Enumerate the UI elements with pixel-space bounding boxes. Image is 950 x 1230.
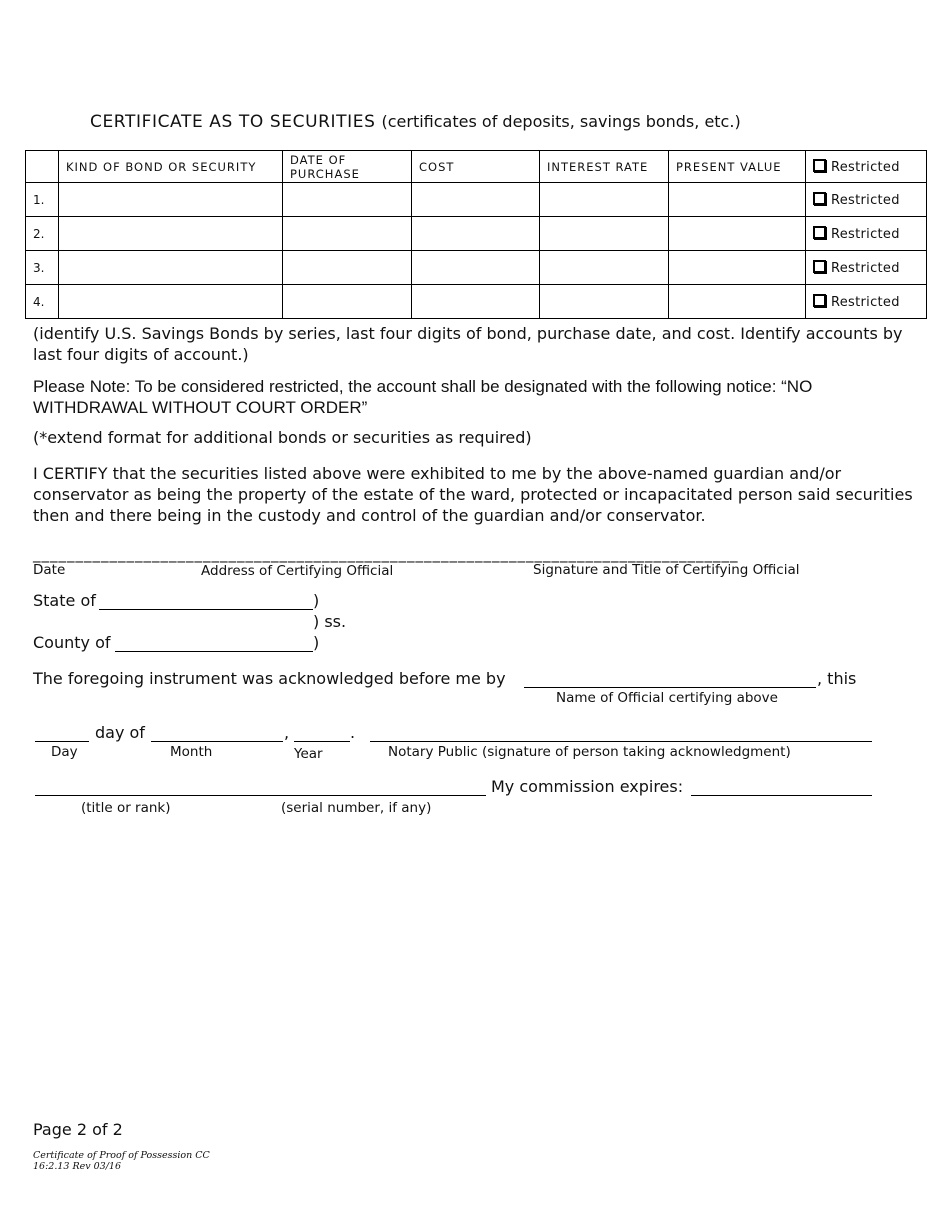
year-label: Year xyxy=(294,746,323,762)
header-cost: COST xyxy=(412,151,540,183)
state-paren: ) xyxy=(313,591,320,610)
header-kind: KIND OF BOND OR SECURITY xyxy=(59,151,283,183)
cost-cell[interactable] xyxy=(412,251,540,285)
table-header-row xyxy=(26,151,927,183)
official-name-label: Name of Official certifying above xyxy=(556,690,778,706)
month-label: Month xyxy=(170,744,213,760)
date-cell[interactable] xyxy=(283,217,412,251)
header-restricted[interactable]: Restricted xyxy=(806,151,927,183)
month-field[interactable] xyxy=(151,741,283,742)
certificate-title xyxy=(90,112,741,132)
interest-cell[interactable] xyxy=(540,285,669,319)
notary-signature-field[interactable] xyxy=(370,741,872,742)
this-label: , this xyxy=(817,669,857,688)
securities-table xyxy=(25,150,927,319)
kind-cell[interactable] xyxy=(59,251,283,285)
day-label: Day xyxy=(51,744,78,760)
row-number: 4. xyxy=(26,285,59,319)
value-cell[interactable] xyxy=(669,251,806,285)
row-number: 2. xyxy=(26,217,59,251)
kind-cell[interactable] xyxy=(59,285,283,319)
date-cell[interactable] xyxy=(283,251,412,285)
comma: , xyxy=(284,723,290,742)
day-of-label: day of xyxy=(95,723,145,742)
kind-cell[interactable] xyxy=(59,183,283,217)
page-number: Page 2 of 2 xyxy=(33,1120,123,1139)
table-row xyxy=(26,251,927,285)
certify-statement: I CERTIFY that the securities listed above were exhibited to me by the above-named guardian and/or conservator as being the property of the estate of the ward, protected or incapacitated person said securities then and there being in the custody and control of the guardian and/or conservator. xyxy=(33,464,913,525)
period: . xyxy=(350,723,356,742)
date-cell[interactable] xyxy=(283,183,412,217)
checkbox-icon[interactable] xyxy=(813,294,826,307)
header-present-value: PRESENT VALUE xyxy=(669,151,806,183)
restricted-cell[interactable]: Restricted xyxy=(806,183,927,217)
kind-cell[interactable] xyxy=(59,217,283,251)
ss-label: ) ss. xyxy=(313,612,347,631)
checkbox-icon[interactable] xyxy=(813,159,826,172)
interest-cell[interactable] xyxy=(540,183,669,217)
header-date-of-purchase: DATE OF PURCHASE xyxy=(283,151,412,183)
county-field[interactable] xyxy=(115,651,313,652)
restricted-cell[interactable]: Restricted xyxy=(806,217,927,251)
interest-cell[interactable] xyxy=(540,251,669,285)
county-paren: ) xyxy=(313,633,320,652)
day-field[interactable] xyxy=(35,741,89,742)
please-note: Please Note: To be considered restricted, the account shall be designated with the following notice: “NO WITHDRAWAL WITHOUT COURT ORDER” xyxy=(33,377,813,417)
interest-cell[interactable] xyxy=(540,217,669,251)
header-num xyxy=(26,151,59,183)
restricted-cell[interactable]: Restricted xyxy=(806,285,927,319)
title-rank-label: (title or rank) xyxy=(81,800,171,816)
year-field[interactable] xyxy=(294,741,350,742)
state-field[interactable] xyxy=(99,609,313,610)
identify-instructions: (identify U.S. Savings Bonds by series, last four digits of bond, purchase date, and cost. Identify accounts by last four digits of account.) xyxy=(33,324,903,364)
row-number: 3. xyxy=(26,251,59,285)
row-number: 1. xyxy=(26,183,59,217)
official-name-field[interactable] xyxy=(524,687,816,688)
notary-label: Notary Public (signature of person taking acknowledgment) xyxy=(388,744,791,760)
signature-line[interactable]: ___________________________________________________________________________________ xyxy=(33,545,739,563)
cost-cell[interactable] xyxy=(412,217,540,251)
acknowledgment-text: The foregoing instrument was acknowledged before me by xyxy=(33,669,506,688)
cost-cell[interactable] xyxy=(412,183,540,217)
title-main: CERTIFICATE AS TO SECURITIES xyxy=(90,112,376,132)
signature-label: Signature and Title of Certifying Official xyxy=(533,562,800,578)
form-code: 16:2.13 Rev 03/16 xyxy=(33,1161,122,1172)
state-label: State of xyxy=(33,591,96,610)
extend-format-note: (*extend format for additional bonds or securities as required) xyxy=(33,428,532,447)
serial-number-label: (serial number, if any) xyxy=(281,800,432,816)
county-label: County of xyxy=(33,633,111,652)
checkbox-icon[interactable] xyxy=(813,226,826,239)
table-row xyxy=(26,285,927,319)
commission-expires-field[interactable] xyxy=(691,795,872,796)
title-serial-field[interactable] xyxy=(35,795,486,796)
value-cell[interactable] xyxy=(669,183,806,217)
checkbox-icon[interactable] xyxy=(813,192,826,205)
value-cell[interactable] xyxy=(669,285,806,319)
header-interest-rate: INTEREST RATE xyxy=(540,151,669,183)
date-label: Date xyxy=(33,562,66,578)
table-row xyxy=(26,217,927,251)
checkbox-icon[interactable] xyxy=(813,260,826,273)
commission-label: My commission expires: xyxy=(491,777,684,796)
restricted-cell[interactable]: Restricted xyxy=(806,251,927,285)
title-subtitle: (certificates of deposits, savings bonds, etc.) xyxy=(381,112,741,131)
form-name: Certificate of Proof of Possession CC xyxy=(33,1150,210,1161)
date-cell[interactable] xyxy=(283,285,412,319)
value-cell[interactable] xyxy=(669,217,806,251)
address-label: Address of Certifying Official xyxy=(201,563,394,579)
table-row xyxy=(26,183,927,217)
cost-cell[interactable] xyxy=(412,285,540,319)
